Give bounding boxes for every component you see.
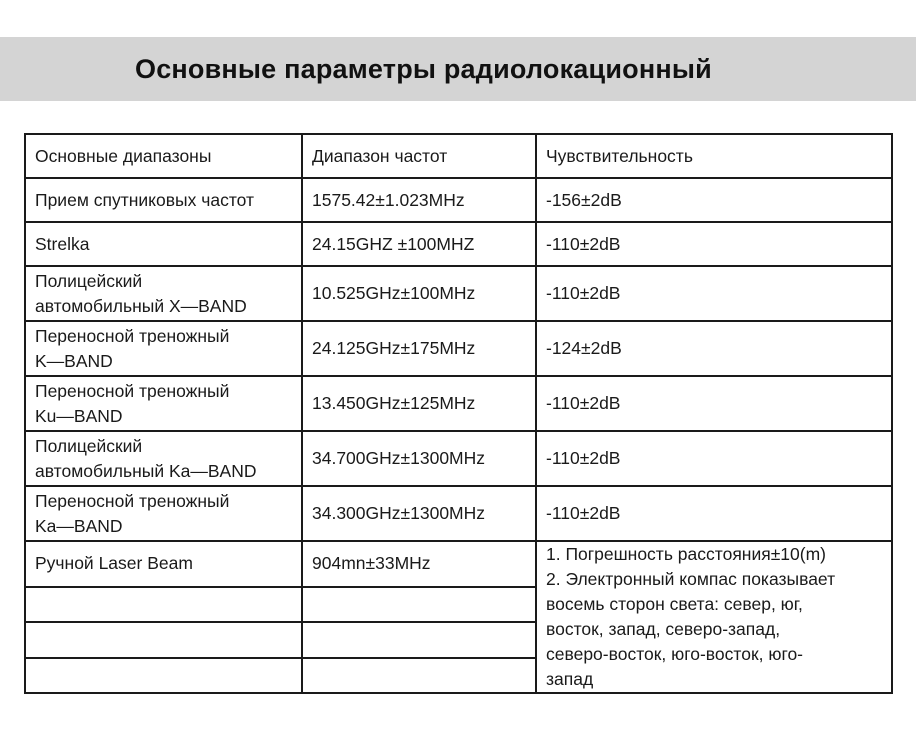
table-row: [25, 486, 892, 541]
band-line: Переносной треножный: [35, 380, 230, 401]
band-cell: [25, 222, 302, 266]
header-sensitivity: Чувствительность: [536, 134, 892, 178]
table-row: [25, 222, 892, 266]
note-line: 1. Погрешность расстояния±10(m): [546, 544, 827, 564]
sensitivity-cell: -110±2dB: [536, 486, 892, 541]
sensitivity-cell: -110±2dB: [536, 376, 892, 431]
sensitivity-cell: -110±2dB: [536, 266, 892, 321]
band-cell: [25, 178, 302, 222]
band-line: Ka—BAND: [35, 515, 123, 536]
page-title: Основные параметры радиолокационный: [135, 54, 712, 84]
laser-note-cell: [536, 541, 892, 693]
table-header-row: [25, 134, 892, 178]
parameters-table: [24, 133, 893, 694]
band-line: автомобильный X—BAND: [35, 295, 247, 316]
empty-cell: [25, 587, 302, 622]
sensitivity-cell: -110±2dB: [536, 222, 892, 266]
band-cell: [25, 376, 302, 431]
band-line: Полицейский: [35, 270, 143, 291]
table-row: [25, 541, 892, 587]
band-cell: [25, 266, 302, 321]
note-line: восток, запад, северо-запад,: [546, 619, 781, 639]
note-line: северо-восток, юго-восток, юго-: [546, 644, 804, 664]
empty-cell: [25, 622, 302, 657]
note-line: 2. Электронный компас показывает: [546, 569, 836, 589]
band-cell: [25, 431, 302, 486]
table-row: [25, 431, 892, 486]
sensitivity-cell: -124±2dB: [536, 321, 892, 376]
frequency-cell: 10.525GHz±100MHz: [302, 266, 536, 321]
band-line: K—BAND: [35, 350, 113, 371]
frequency-cell: 34.700GHz±1300MHz: [302, 431, 536, 486]
frequency-cell: 24.15GHZ ±100MHZ: [302, 222, 536, 266]
table-row: [25, 266, 892, 321]
frequency-cell: 904mn±33MHz: [302, 541, 536, 587]
band-line: Полицейский: [35, 435, 143, 456]
band-line: Переносной треножный: [35, 325, 230, 346]
band-line: Ku—BAND: [35, 405, 123, 426]
sensitivity-cell: -156±2dB: [536, 178, 892, 222]
band-cell: [25, 321, 302, 376]
frequency-cell: 24.125GHz±175MHz: [302, 321, 536, 376]
frequency-cell: 1575.42±1.023MHz: [302, 178, 536, 222]
note-line: запад: [546, 669, 594, 689]
frequency-cell: 13.450GHz±125MHz: [302, 376, 536, 431]
empty-cell: [302, 622, 536, 657]
band-line: Прием спутниковых частот: [35, 189, 254, 210]
empty-cell: [302, 658, 536, 693]
frequency-cell: 34.300GHz±1300MHz: [302, 486, 536, 541]
empty-cell: [25, 658, 302, 693]
table-row: [25, 321, 892, 376]
band-cell: [25, 486, 302, 541]
band-cell: [25, 541, 302, 587]
table-row: [25, 376, 892, 431]
empty-cell: [302, 587, 536, 622]
band-line: Переносной треножный: [35, 490, 230, 511]
band-line: Strelka: [35, 233, 90, 254]
band-line: автомобильный Ka—BAND: [35, 460, 257, 481]
header-frequency: Диапазон частот: [302, 134, 536, 178]
note-line: восемь сторон света: север, юг,: [546, 594, 803, 614]
table-row: [25, 178, 892, 222]
sensitivity-cell: -110±2dB: [536, 431, 892, 486]
band-line: Ручной Laser Beam: [35, 553, 193, 574]
header-band: Основные диапазоны: [25, 134, 302, 178]
